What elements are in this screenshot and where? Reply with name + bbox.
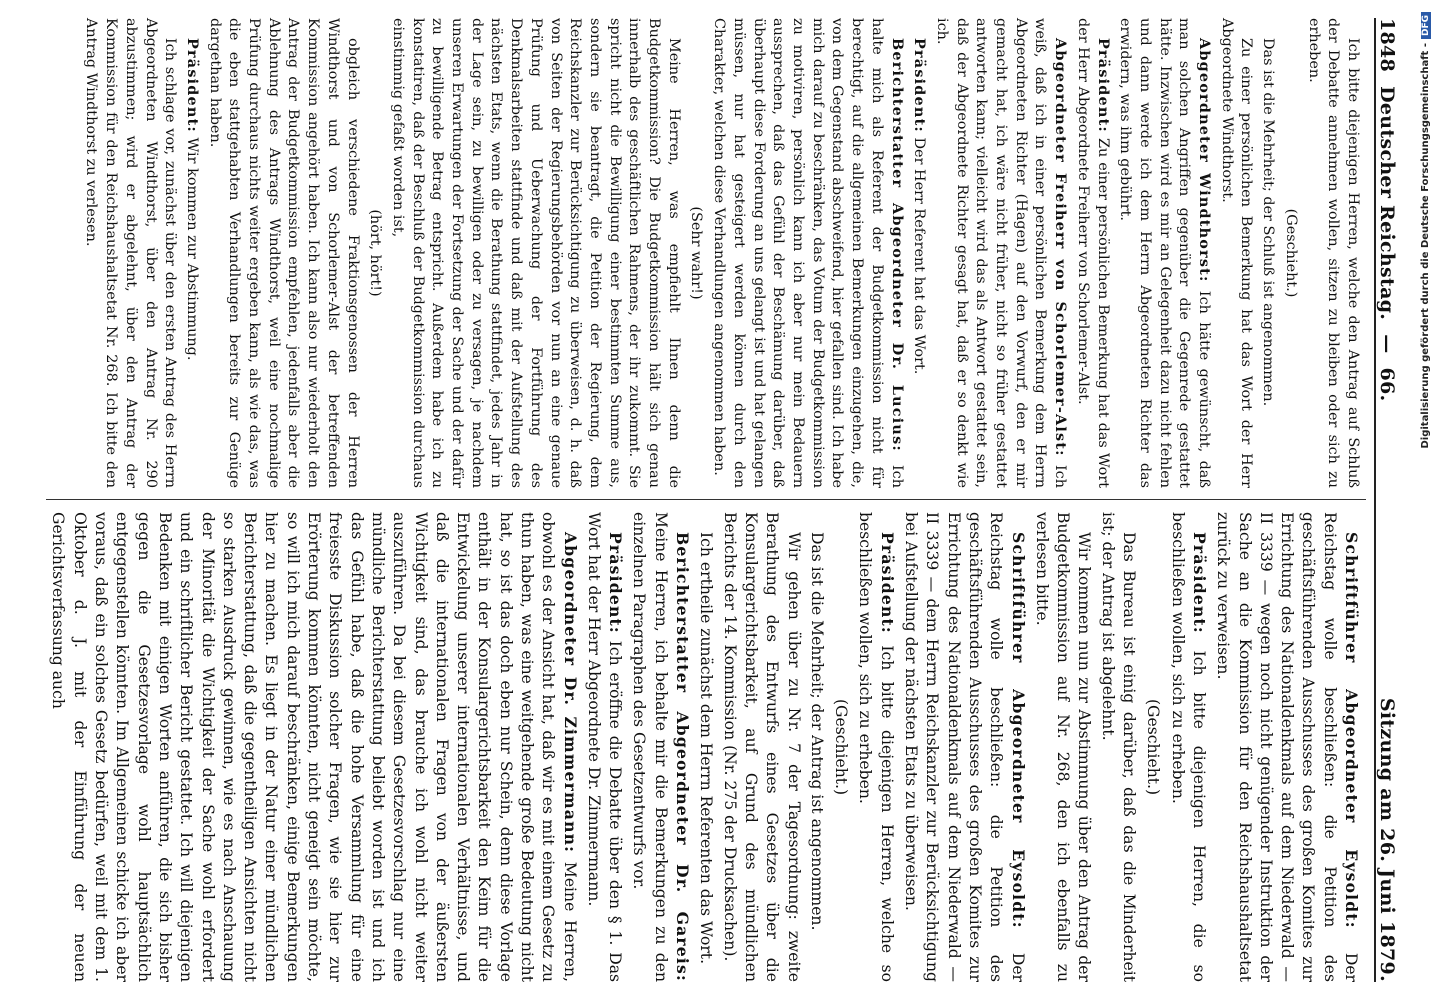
page-number: 1848 xyxy=(1376,18,1398,73)
speaker-name: Abgeordneter Windthorst: xyxy=(1196,38,1214,283)
speech-text: Ich hätte gewünscht, daß man solchen Angriffen gegenüber die Gegenrede gestattet hätte. Inzwischen wird es mir an Gelegenheit dazu nicht fehlen und dann werde ich dem Herrn Abgeordneten Richter das erwidern, was ihm gebührt. xyxy=(1117,18,1213,488)
paragraph-text: Meine Herren, was empfiehlt Ihnen denn die Budgetkommission? Die Budgetkommission hält sich genau innerhalb des geschäftlichen Rahmens, der ihr zukommt. Sie spricht nicht die Bewilligung einer bestimmten Summe aus, sondern sie beantragt, die Petition der Regierung, dem Reichskanzler zur Berücksichtigung zu überweisen, d. h. daß von Seiten der Regierungsbehörden vor nun an eine genaue Prüfung und Ueberwachung der Fortführung des Denkmalsarbeiten stattfinde und daß mit der Aufstellung des nächsten Etats, wenn die Berathung stattfindet, jedes Jahr in der Lage sein, zu bewilligen oder zu versagen, je nachdem unseren Erwartungen der Fortsetzung der Sache und der dafür zu bewilligende Betrag entspricht. Außerdem habe ich zu konstatiren, daß der Beschluß der Budgetkommission durchaus einstimmig gefaßt worden ist, xyxy=(389,18,682,488)
paragraph-text: Ich bitte diejenigen Herren, welche den Antrag auf Schluß der Debatte annehmen wollen, sitzen zu bleiben oder sich zu erheben. xyxy=(1305,18,1361,488)
speech-paragraph xyxy=(181,18,202,488)
speaker-name: Schriftführer Abgeordneter Eysoldt: xyxy=(1008,532,1028,929)
speech-text: Ich bitte diejenigen Herren, die so beschließen wollen, sich zu erheben. xyxy=(1168,512,1208,982)
speech-paragraph xyxy=(909,18,930,488)
paragraph-text: Zu einer persönlichen Bemerkung hat das Wort der Herr Abgeordnete Windthorst. xyxy=(1218,18,1255,488)
text-paragraph xyxy=(718,512,803,982)
stage-direction xyxy=(365,18,385,488)
stage-direction xyxy=(830,512,851,982)
paragraph-text: Ich schlage vor, zunächst über den ersten Antrag des Herrn Abgeordneten Windthorst, über den Antrag Nr. 290 abzustimmen; wird er abgelehnt, über den Antrag der Kommission für den Reichshaushaltsetat Nr. 268. Ich bitte den Antrag Windthorst zu verlesen. xyxy=(83,18,179,488)
speaker-name: Präsident: xyxy=(1189,532,1209,634)
text-paragraph xyxy=(204,18,362,488)
stage-direction xyxy=(1142,512,1163,982)
speaker-name: Präsident: xyxy=(606,532,626,634)
paragraph-text: Ich ertheile zunächst dem Herrn Referenten das Wort. xyxy=(697,532,716,965)
speech-text: Ich eröffne die Debatte über den § 1. Das Wort hat der Herr Abgeordnete Dr. Zimmermann. xyxy=(584,512,625,982)
speaker-name: Präsident: xyxy=(911,38,929,133)
speech-paragraph xyxy=(628,512,693,982)
speaker-name: Abgeordneter Dr. Zimmermann: xyxy=(560,532,580,854)
text-paragraph xyxy=(387,18,683,488)
speaker-name: Abgeordneter Freiherr von Schorlemer-Alst: xyxy=(1052,38,1070,457)
speech-paragraph xyxy=(1115,18,1215,488)
watermark-label: Digitalisierung gefördert durch die Deutsche Forschungsgemeinschaft - xyxy=(1420,43,1431,449)
speech-paragraph xyxy=(47,512,580,982)
paragraph-text: Wir gehen über zu Nr. 7 der Tagesordnung: zweite Berathung des Entwurfs eines Gesetzes über die Konsulargerichtsbarkeit, auf Grund des mündlichen Berichts der 14. Kommission (Nr. 275 der Drucksachen). xyxy=(720,512,803,982)
text-paragraph xyxy=(695,512,716,982)
speech-text: Der Reichstag wolle beschließen: die Petition des geschäftsführenden Ausschusses des großen Komites zur Errichtung des Nationaldenkmals auf dem Niederwald — II 3339 — dem Herrn Reichskanzler zur Berücksichtigung bei Aufstellung der nächsten Etats zu überweisen. xyxy=(902,512,1027,982)
speech-text: Ich halte mich als Referent der Budgetkommission nicht für berechtigt, auf die allgemeinen Bemerkungen einzugehen, die, von dem Gegenstand abschweifend, hier gefallen sind. Ich habe mich darauf zu beschränken, das Votum der Budgetkommission zu motiviren, persönlich kann ich aber nur mein Bedauern aussprechen, daß das Gefühl der Beschämung darüber, daß überhaupt diese Forderung an uns gelangt ist und hat gelangen müssen, nur hat gesteigert werden können durch den Charakter, welchen diese Verhandlungen angenommen haben. xyxy=(711,18,905,488)
session-number: 66. xyxy=(1376,367,1398,402)
left-text-column xyxy=(79,18,1362,488)
dfg-watermark xyxy=(1410,12,1430,988)
speaker-name: Berichterstatter Abgeordneter Dr. Gareis: xyxy=(673,532,693,982)
stage-direction-text: (Geschieht.) xyxy=(832,698,851,796)
speaker-name: Berichterstatter Abgeordneter Dr. Lucius: xyxy=(888,38,906,452)
text-paragraph xyxy=(1216,18,1255,488)
speech-paragraph xyxy=(709,18,907,488)
dfg-logo-badge: DFG xyxy=(1421,12,1431,39)
text-paragraph xyxy=(1096,512,1139,982)
paragraph-text: Das Bureau ist einig darüber, daß das die Minderheit ist; der Antrag ist abgelehnt. xyxy=(1098,512,1139,982)
text-paragraph xyxy=(806,512,827,982)
header-dash: — xyxy=(1376,334,1398,354)
stage-direction xyxy=(1280,18,1300,488)
paragraph-text: Das ist die Mehrheit; der Schluß ist angenommen. xyxy=(1260,38,1277,407)
speech-text: Ich bitte diejenigen Herren, welche so beschließen wollen, sich zu erheben. xyxy=(856,512,896,982)
speech-text: Meine Herren, ich behalte mir die Bemerkungen zu den einzelnen Paragraphen des Gesetzentwurfs vor. xyxy=(630,512,670,982)
speaker-name: Präsident: xyxy=(183,38,201,133)
right-text-column xyxy=(45,512,1362,982)
speech-text: Zu einer persönlichen Bemerkung hat das Wort der Herr Abgeordnete Freiherr von Schorlemer-Alst. xyxy=(1074,18,1111,488)
speech-text: Ich weiß, daß ich in einer persönlichen Bemerkung dem Herrn Abgeordneten Richter (Hagen) auf den Vorwurf, den er mir gemacht hat, ich wäre nicht früher, nicht so früher gestattet antworten kann; vielleicht wird das als Antwort gestattet sein, daß der Abgeordnete Richter gesagt hat, daß er so denkt wie ich. xyxy=(933,18,1069,489)
speech-paragraph xyxy=(854,512,898,982)
stage-direction-text: (hört, hört!) xyxy=(367,209,384,297)
speech-paragraph xyxy=(1072,18,1112,488)
text-paragraph xyxy=(1303,18,1362,488)
paragraph-text: obgleich verschiedene Fraktionsgenossen der Herren Windthorst und von Schorlemer-Alst der betreffenden Kommission angehört haben. Ich kann also nur wiederholt den Antrag der Budgetkommission empfehlen, jedenfalls aber die Ablehnung des Antrags Windthorst, weil eine nochmalige Prüfung durchaus nichts weiter ergeben kann, als wie das, was die eben stattgehabten Verhandlungen bereits zur Genüge dargethan haben. xyxy=(206,18,361,488)
speech-text: Der Reichstag wolle beschließen: die Petition des geschäftsführenden Ausschusses des großen Komites zur Errichtung des Nationaldenkmals auf dem Niederwald — II 3339 — wegen noch nicht genügender Instruktion der Sache an die Kommission für den Reichshaushaltsetat zurück zu verweisen. xyxy=(1214,512,1360,982)
publication-title: Deutscher Reichstag. xyxy=(1376,86,1398,321)
text-paragraph xyxy=(1257,18,1277,488)
watermark-text xyxy=(1420,12,1432,972)
column-divider xyxy=(46,499,1366,500)
paragraph-text: Wir kommen nun zur Abstimmung über den Antrag der Budgetkommission auf Nr. 268, den ich ebenfalls zu verlesen bitte. xyxy=(1032,512,1094,982)
text-paragraph xyxy=(1031,512,1095,982)
stage-direction-text: (Sehr wahr!) xyxy=(688,206,705,300)
session-title: Sitzung am 26. Juni 1879. xyxy=(1376,697,1398,982)
speech-paragraph xyxy=(931,18,1070,488)
speech-paragraph xyxy=(1212,512,1362,982)
speech-paragraph xyxy=(583,512,627,982)
speaker-name: Präsident: xyxy=(1094,38,1112,133)
text-paragraph xyxy=(81,18,180,488)
speech-text: Der Herr Referent hat das Wort. xyxy=(911,137,928,375)
stage-direction-text: (Geschieht.) xyxy=(1282,208,1299,298)
speech-paragraph xyxy=(900,512,1029,982)
stage-direction xyxy=(686,18,706,488)
paragraph-text: Das ist die Mehrheit; der Antrag ist angenommen. xyxy=(807,532,826,931)
speech-text: Wir kommen zur Abstimmung. xyxy=(183,137,200,361)
speech-text: Meine Herren, obwohl es der Ansicht hat, daß wir es mit einem Gesetz zu thun haben, was eine weitgehende große Bedeutung nicht hat, so ist das doch eben nur Schein, denn diese Vorlage enthält in der Konsulargerichtsbarkeit den Keim für die Entwickelung unserer internationalen Verhältnisse, und daß die internationalen Fragen von der äußersten Wichtigkeit sind, das brauche ich wohl nicht weiter auszuführen. Da bei diesem Gesetzesvorschlag nur eine mündliche Berichterstattung beliebt worden ist und ich das Gefühl habe, daß die hohe Versammlung für eine freiesste Diskussion solcher Fragen, wie sie hier zur Erörterung kommen könnten, nicht geneigt sein möchte, so will ich mich darauf beschränken, einige Bemerkungen hier zu machen. Es liegt in der Natur einer mündlichen Berichterstattung, daß die gegentheiligen Ansichten nicht so starken Ausdruck gewinnen, wie es nach Anschauung der Minorität die Wichtigkeit der Sache wohl erfordert und ein schriftlicher Bericht gestattet. Ich will diejenigen Bedenken mit einigen Worten anführen, die sich bisher gegen die Gesetzesvorlage wohl hauptsächlich entgegenstellen könnten. Im Allgemeinen schicke ich aber voraus, daß ein solches Gesetz bedürfen, weil mit dem 1. Oktober d. J. mit der Einführung der neuen Gerichtsverfassung auch xyxy=(49,512,579,982)
speech-paragraph xyxy=(1166,512,1210,982)
stage-direction-text: (Geschieht.) xyxy=(1144,698,1163,796)
speaker-name: Schriftführer Abgeordneter Eysoldt: xyxy=(1342,532,1361,929)
speaker-name: Präsident: xyxy=(877,532,897,634)
